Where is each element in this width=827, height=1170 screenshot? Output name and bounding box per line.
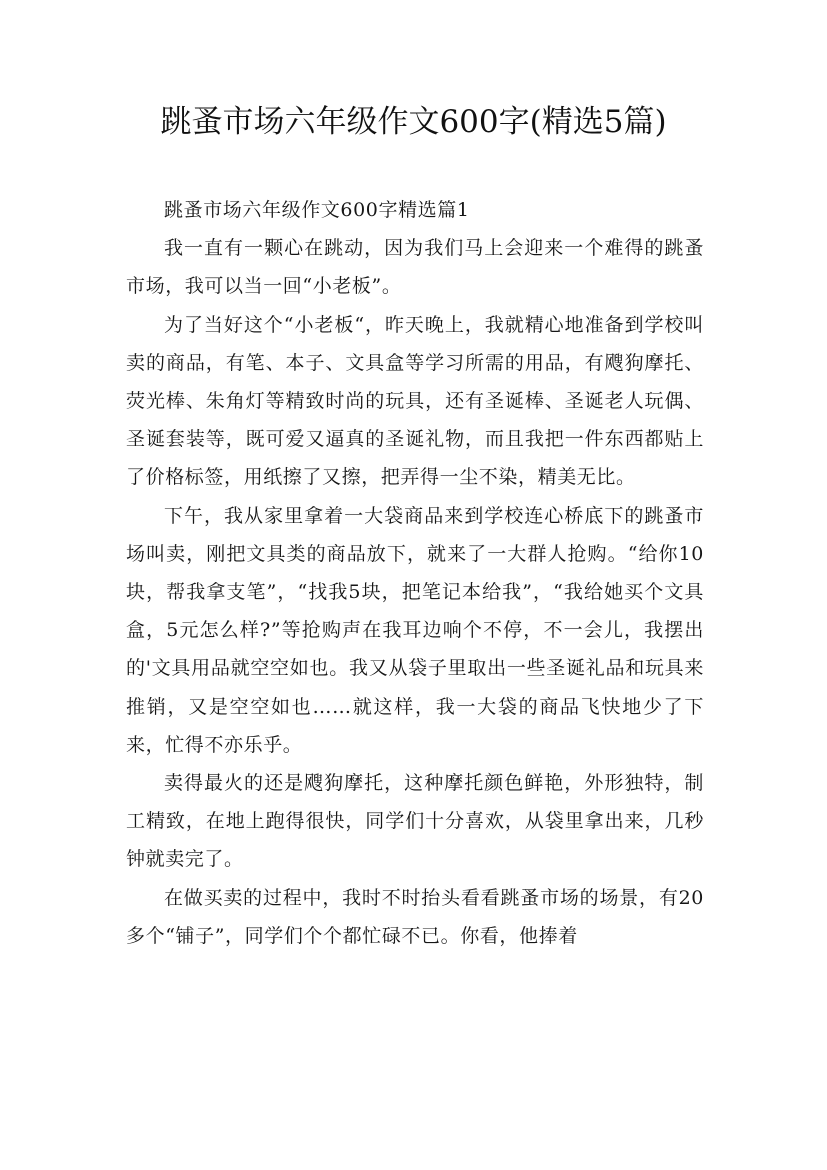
document-body [126, 191, 704, 955]
paragraph: 在做买卖的过程中，我时不时抬头看看跳蚤市场的场景，有20多个“铺子”，同学们个个都忙碌不已。你看，他捧着 [126, 886, 704, 947]
paragraph: 我一直有一颗心在跳动，因为我们马上会迎来一个难得的跳蚤市场，我可以当一回“小老板”。 [126, 237, 704, 298]
document-title: 跳蚤市场六年级作文600字(精选5篇) [160, 104, 667, 140]
paragraph: 为了当好这个“小老板“，昨天晚上，我就精心地准备到学校叫卖的商品，有笔、本子、文具盒等学习所需的用品，有飕狗摩托、荧光棒、朱角灯等精致时尚的玩具，还有圣诞棒、圣诞老人玩偶、圣诞套装等，既可爱又逼真的圣诞礼物，而且我把一件东西都贴上了价格标签，用纸擦了又擦，把弄得一尘不染，精美无比。 [126, 313, 704, 489]
paragraph: 下午，我从家里拿着一大袋商品来到学校连心桥底下的跳蚤市场叫卖，刚把文具类的商品放下，就来了一大群人抢购。“给你10块，帮我拿支笔”，“找我5块，把笔记本给我”，“我给她买个文具盒，5元怎么样?”等抢购声在我耳边响个不停，不一会儿，我摆出的'文具用品就空空如也。我又从袋子里取出一些圣诞礼品和玩具来推销，又是空空如也……就这样，我一大袋的商品飞快地少了下来，忙得不亦乐乎。 [126, 504, 704, 756]
paragraph: 卖得最火的还是飕狗摩托，这种摩托颜色鲜艳，外形独特，制工精致，在地上跑得很快，同学们十分喜欢，从袋里拿出来，几秒钟就卖完了。 [126, 772, 704, 871]
section-heading: 跳蚤市场六年级作文600字精选篇1 [164, 199, 470, 221]
